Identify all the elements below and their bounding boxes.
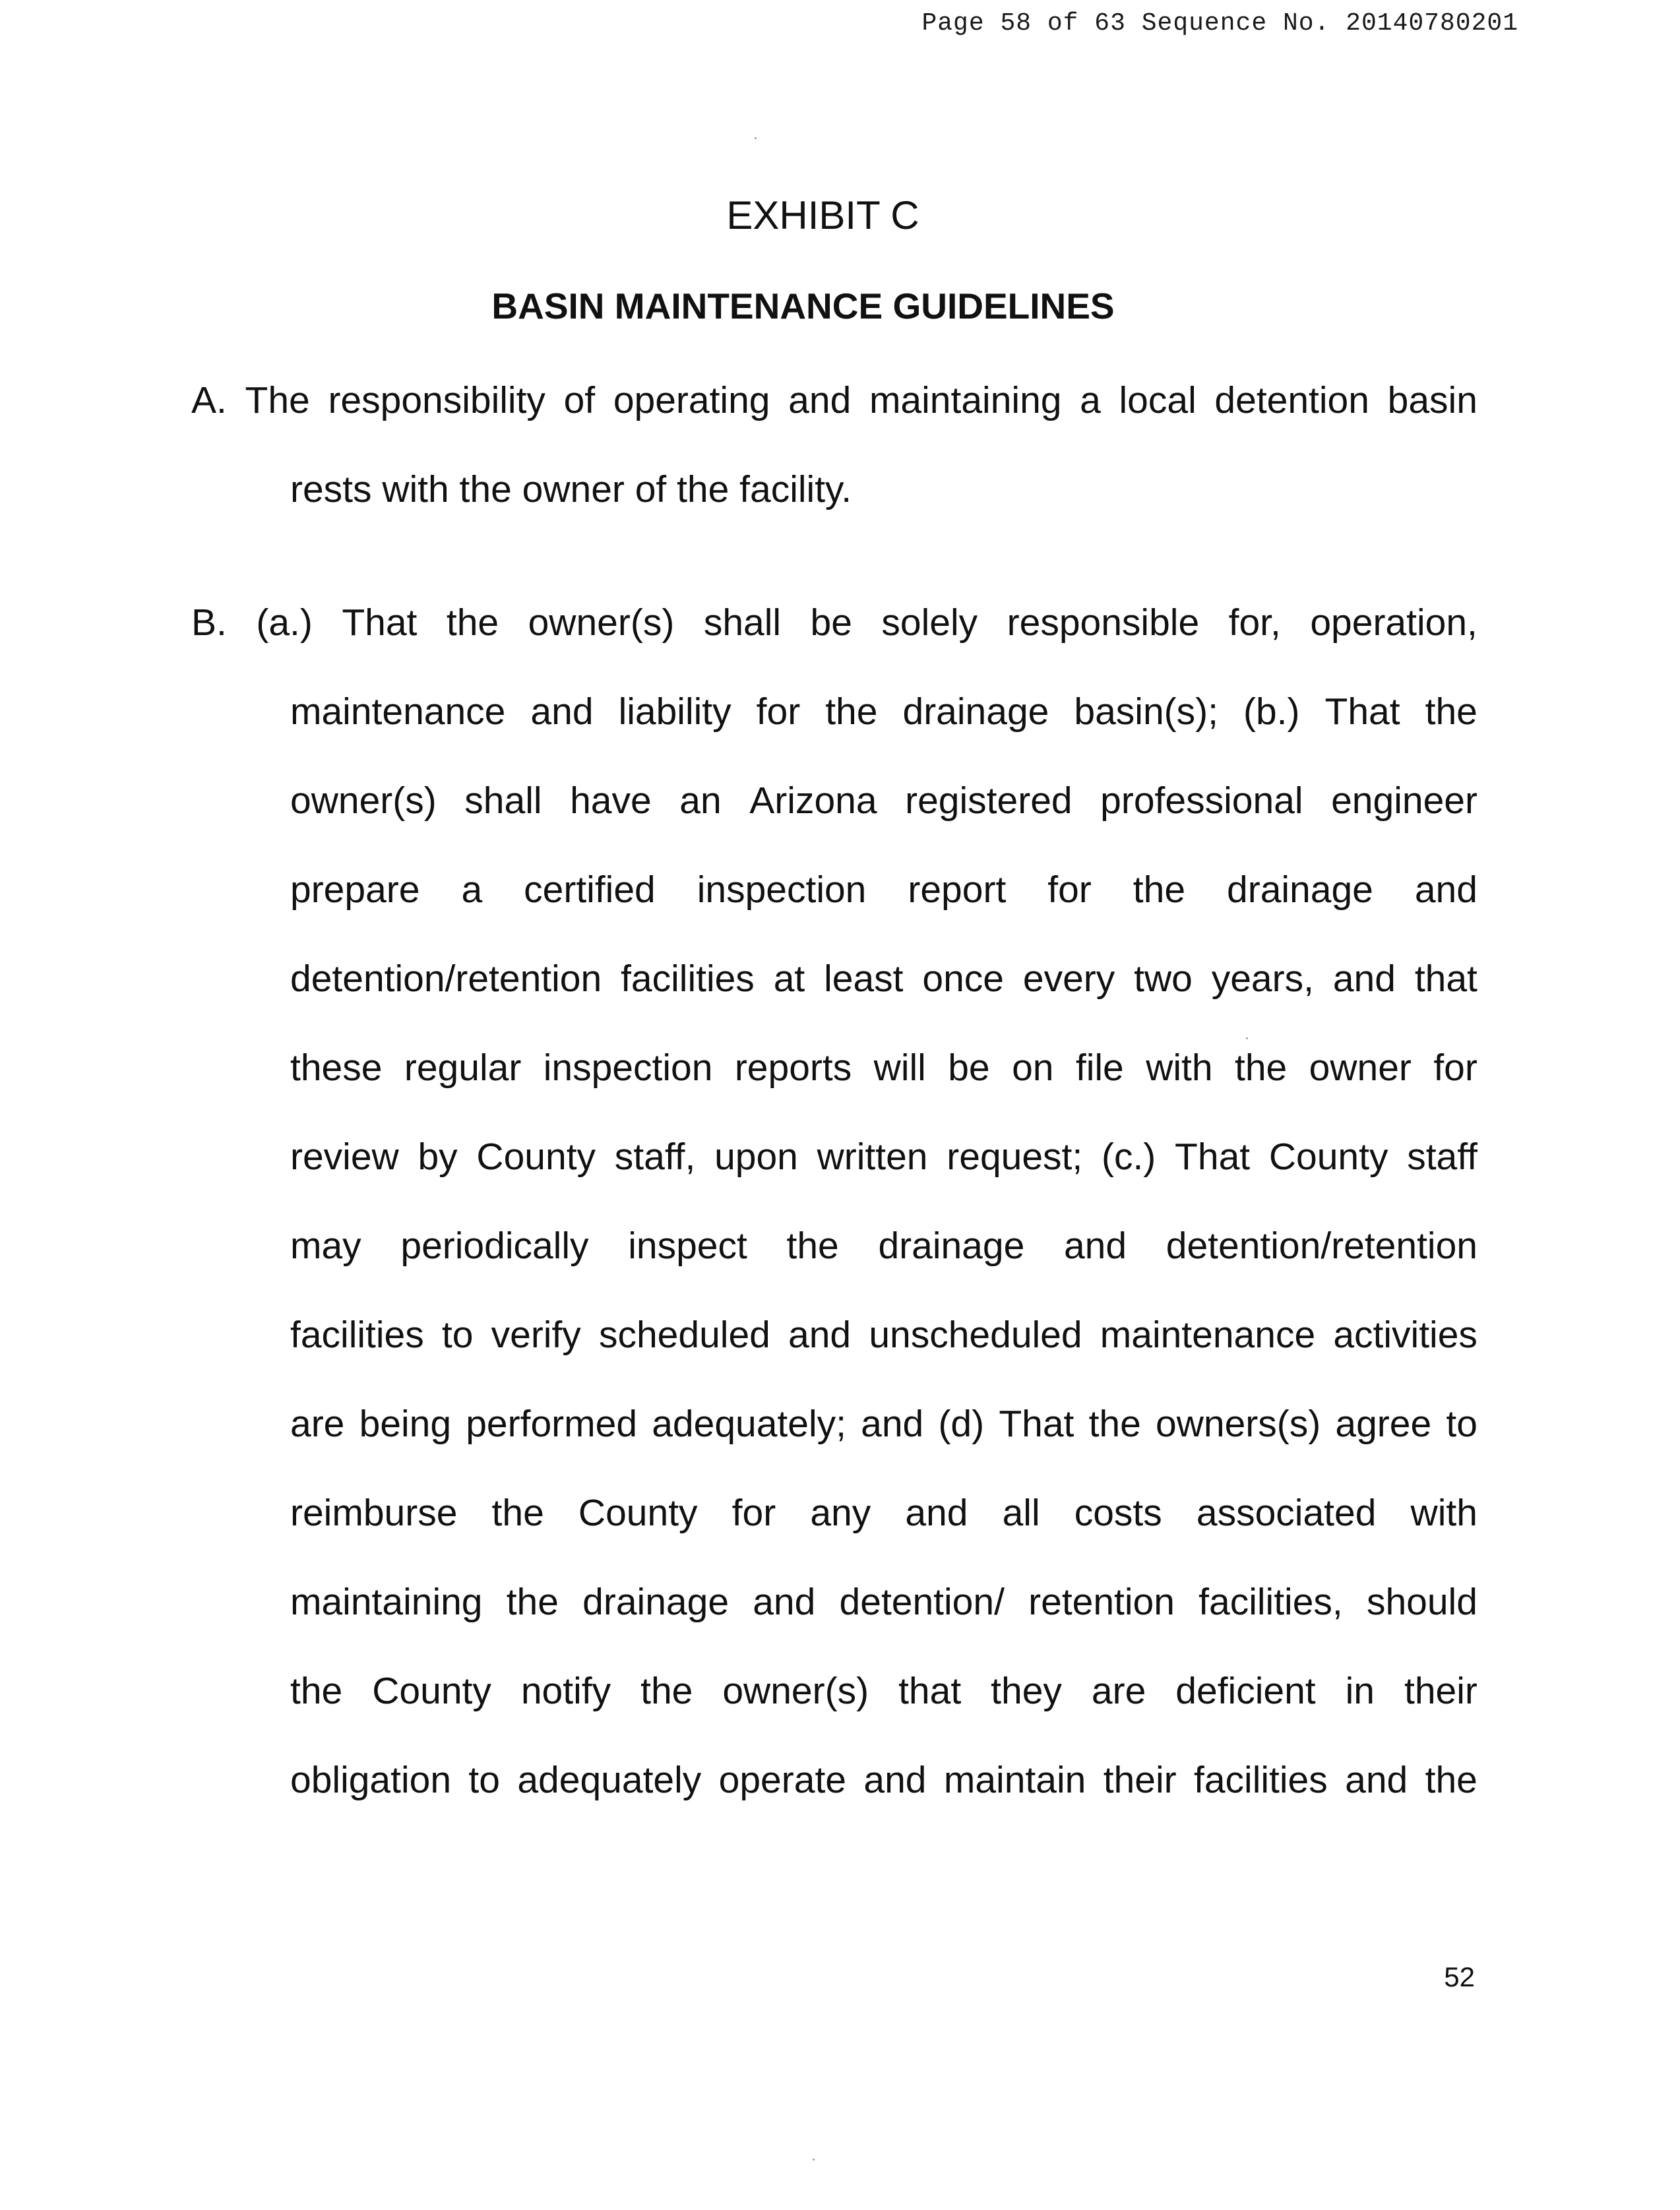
scan-speck (1246, 1037, 1248, 1039)
word: and (753, 1581, 816, 1623)
word: owner(s) (528, 601, 675, 644)
scan-speck (813, 2159, 815, 2161)
section-a (191, 356, 1478, 534)
word: for (731, 1492, 776, 1534)
word: and (863, 1759, 927, 1801)
word: owners(s) (1156, 1403, 1321, 1445)
document-title: BASIN MAINTENANCE GUIDELINES (491, 286, 1115, 326)
word: County (476, 1136, 596, 1178)
word: be (810, 601, 852, 644)
word: the (786, 1225, 839, 1267)
word: and (1345, 1759, 1408, 1801)
word: inspection (543, 1047, 713, 1089)
word: for, (1228, 601, 1281, 644)
word: basin (1387, 379, 1478, 421)
word: request; (947, 1136, 1083, 1178)
word: That (1175, 1136, 1251, 1178)
word: adequately; (652, 1403, 846, 1445)
word: registered (905, 780, 1073, 822)
word: adequately (517, 1759, 702, 1801)
scan-speck (755, 137, 757, 139)
word: the (1088, 1403, 1141, 1445)
word: with (1146, 1047, 1213, 1089)
word: basin(s); (1074, 691, 1218, 733)
word: their (1404, 1670, 1478, 1712)
word: That (999, 1403, 1074, 1445)
word: engineer (1331, 780, 1478, 822)
word: responsible (1007, 601, 1200, 644)
word: reimburse (290, 1492, 458, 1534)
section-a-line-2: rests with the owner of the facility. (290, 468, 852, 510)
word: may (290, 1225, 361, 1267)
section-b-line-5 (191, 935, 1478, 1024)
word: are (1091, 1670, 1146, 1712)
word: associated (1196, 1492, 1377, 1534)
word: in (1345, 1670, 1375, 1712)
word: (a.) (256, 601, 313, 644)
word: and (1332, 958, 1396, 1000)
word: two (1134, 958, 1193, 1000)
word: they (991, 1670, 1062, 1712)
word: by (418, 1136, 458, 1178)
word: the (640, 1670, 693, 1712)
word: for (756, 691, 801, 733)
word: on (1012, 1047, 1054, 1089)
word: detention (1214, 379, 1369, 421)
word: facilities (290, 1314, 424, 1356)
word: facilities, (1198, 1581, 1343, 1623)
section-b (191, 578, 1478, 1825)
word: deficient (1175, 1670, 1316, 1712)
page-number: 52 (1444, 1961, 1475, 1992)
word: to (468, 1759, 500, 1801)
section-b-line-13 (191, 1647, 1478, 1736)
section-b-line-9 (191, 1291, 1478, 1380)
word: detention/retention (1166, 1225, 1478, 1267)
word: liability (618, 691, 731, 733)
word: once (922, 958, 1004, 1000)
word: costs (1074, 1492, 1162, 1534)
word: facilities (621, 958, 755, 1000)
word: and (788, 1314, 852, 1356)
word: That (342, 601, 418, 644)
word: and (861, 1403, 924, 1445)
word: for (1433, 1047, 1478, 1089)
word: regular (404, 1047, 522, 1089)
section-b-line-7 (191, 1113, 1478, 1202)
word: an (679, 780, 722, 822)
word: their (1103, 1759, 1177, 1801)
word: maintenance (1100, 1314, 1316, 1356)
word: to (441, 1314, 474, 1356)
word: unscheduled (869, 1314, 1082, 1356)
word: maintaining (869, 379, 1062, 421)
word: A. (191, 379, 227, 421)
word: solely (881, 601, 978, 644)
word: inspection (697, 869, 867, 911)
section-a-line-1 (191, 356, 1478, 445)
word: the (446, 601, 499, 644)
section-b-line-11 (191, 1469, 1478, 1558)
word: operating (613, 379, 770, 421)
word: periodically (400, 1225, 589, 1267)
word: and (530, 691, 594, 733)
section-b-line-2 (191, 667, 1478, 756)
word: the (506, 1581, 559, 1623)
word: the (290, 1670, 343, 1712)
word: (b.) (1243, 691, 1300, 733)
word: should (1366, 1581, 1478, 1623)
word: operate (718, 1759, 846, 1801)
word: and (1414, 869, 1478, 911)
word: written (817, 1136, 928, 1178)
word: least (824, 958, 904, 1000)
word: will (873, 1047, 926, 1089)
word: obligation (290, 1759, 452, 1801)
word: maintenance (290, 691, 506, 733)
word: being (359, 1403, 452, 1445)
word: drainage (878, 1225, 1025, 1267)
word: and (905, 1492, 968, 1534)
word: detention/retention (290, 958, 602, 1000)
word: staff (1407, 1136, 1478, 1178)
word: upon (714, 1136, 798, 1178)
word: shall (703, 601, 782, 644)
word: certified (524, 869, 656, 911)
word: to (1446, 1403, 1478, 1445)
word: Arizona (749, 780, 877, 822)
header-stamp: Page 58 of 63 Sequence No. 20140780201 (921, 9, 1518, 38)
word: maintain (943, 1759, 1086, 1801)
word: retention (1028, 1581, 1175, 1623)
exhibit-label: EXHIBIT C (726, 193, 919, 237)
section-b-line-12 (191, 1558, 1478, 1647)
section-b-line-14 (191, 1736, 1478, 1825)
word: B. (191, 601, 227, 644)
word: performed (466, 1403, 638, 1445)
section-b-line-3 (191, 756, 1478, 845)
word: prepare (290, 869, 420, 911)
word: drainage (902, 691, 1049, 733)
word: review (290, 1136, 399, 1178)
word: are (290, 1403, 345, 1445)
word: inspect (628, 1225, 747, 1267)
word: that (1414, 958, 1478, 1000)
word: the (491, 1492, 544, 1534)
word: activities (1333, 1314, 1478, 1356)
word: all (1002, 1492, 1040, 1534)
word: every (1022, 958, 1115, 1000)
word: That (1324, 691, 1400, 733)
word: that (898, 1670, 962, 1712)
word: shall (464, 780, 542, 822)
word: County (1268, 1136, 1388, 1178)
word: the (825, 691, 878, 733)
word: and (1063, 1225, 1127, 1267)
section-b-line-4 (191, 845, 1478, 935)
word: County (372, 1670, 491, 1712)
word: the (1133, 869, 1186, 911)
word: verify (491, 1314, 581, 1356)
word: owner (1309, 1047, 1412, 1089)
word: a (461, 869, 483, 911)
word: with (1410, 1492, 1478, 1534)
word: owner(s) (722, 1670, 869, 1712)
word: professional (1100, 780, 1303, 822)
word: be (948, 1047, 990, 1089)
word: reports (734, 1047, 852, 1089)
section-b-line-1 (191, 578, 1478, 667)
section-b-line-8 (191, 1202, 1478, 1291)
word: of (563, 379, 596, 421)
word: have (570, 780, 652, 822)
word: facilities (1194, 1759, 1328, 1801)
word: maintaining (290, 1581, 483, 1623)
word: drainage (1227, 869, 1373, 911)
word: these (290, 1047, 383, 1089)
word: the (1425, 1759, 1478, 1801)
section-b-line-6 (191, 1024, 1478, 1113)
word: for (1047, 869, 1092, 911)
word: County (578, 1492, 698, 1534)
word: notify (520, 1670, 611, 1712)
word: owner(s) (290, 780, 437, 822)
word: operation, (1310, 601, 1478, 644)
word: at (773, 958, 805, 1000)
word: the (1425, 691, 1478, 733)
word: responsibility (328, 379, 545, 421)
word: (d) (938, 1403, 985, 1445)
word: and (788, 379, 852, 421)
word: drainage (582, 1581, 730, 1623)
word: scheduled (598, 1314, 770, 1356)
word: report (908, 869, 1007, 911)
word: file (1075, 1047, 1124, 1089)
word: staff, (614, 1136, 696, 1178)
word: (c.) (1101, 1136, 1156, 1178)
word: years, (1211, 958, 1314, 1000)
word: the (1234, 1047, 1288, 1089)
section-b-line-10 (191, 1380, 1478, 1469)
word: agree (1335, 1403, 1432, 1445)
word: any (810, 1492, 871, 1534)
word: detention/ (839, 1581, 1005, 1623)
word: local (1119, 379, 1197, 421)
word: The (245, 379, 310, 421)
word: a (1080, 379, 1101, 421)
